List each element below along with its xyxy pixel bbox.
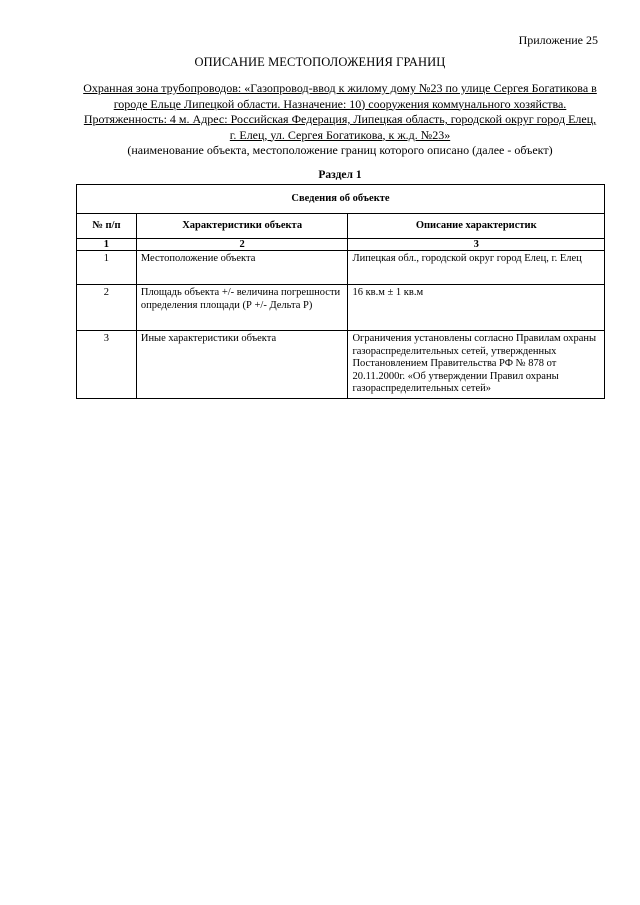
- row-description: 16 кв.м ± 1 кв.м: [348, 285, 605, 331]
- column-number-2: 2: [136, 239, 348, 251]
- column-header-description: Описание характеристик: [348, 214, 605, 239]
- row-number: 1: [77, 251, 137, 285]
- column-number-1: 1: [77, 239, 137, 251]
- table-header-row: [77, 214, 605, 239]
- object-caption: (наименование объекта, местоположение границ которого описано (далее - объект): [127, 143, 553, 157]
- appendix-label: Приложение 25: [518, 33, 598, 47]
- row-description: Липецкая обл., городской округ город Елец, г. Елец: [348, 251, 605, 285]
- column-header-number: № п/п: [77, 214, 137, 239]
- table-row: [77, 251, 605, 285]
- table-row: [77, 331, 605, 399]
- table-row: [77, 285, 605, 331]
- column-header-characteristic: Характеристики объекта: [136, 214, 348, 239]
- row-characteristic: Местоположение объекта: [136, 251, 348, 285]
- table-title: Сведения об объекте: [77, 185, 605, 214]
- section-title: Раздел 1: [318, 169, 362, 181]
- table-column-numbers-row: [77, 239, 605, 251]
- object-info-table: [76, 184, 605, 399]
- row-number: 2: [77, 285, 137, 331]
- row-number: 3: [77, 331, 137, 399]
- row-description: Ограничения установлены согласно Правилам охраны газораспределительных сетей, утвержденных Постановлением Правительства РФ № 878 от 20.11.2000г. «Об утверждении Правил охраны газораспределительных сетей»: [348, 331, 605, 399]
- object-description: Охранная зона трубопроводов: «Газопровод-ввод к жилому дому №23 по улице Сергея Богатикова в городе Ельце Липецкой области. Назначение: 10) сооружения коммунального хозяйства. Протяженность: 4 м. Адрес: Российская Федерация, Липецкая область, городской округ город Елец, г. Елец, ул. Сергея Богатикова, к ж.д. №23»: [83, 81, 597, 142]
- column-number-3: 3: [348, 239, 605, 251]
- document-title: ОПИСАНИЕ МЕСТОПОЛОЖЕНИЯ ГРАНИЦ: [194, 55, 446, 69]
- row-characteristic: Иные характеристики объекта: [136, 331, 348, 399]
- table-title-row: [77, 185, 605, 214]
- row-characteristic: Площадь объекта +/- величина погрешности определения площади (Р +/- Дельта Р): [136, 285, 348, 331]
